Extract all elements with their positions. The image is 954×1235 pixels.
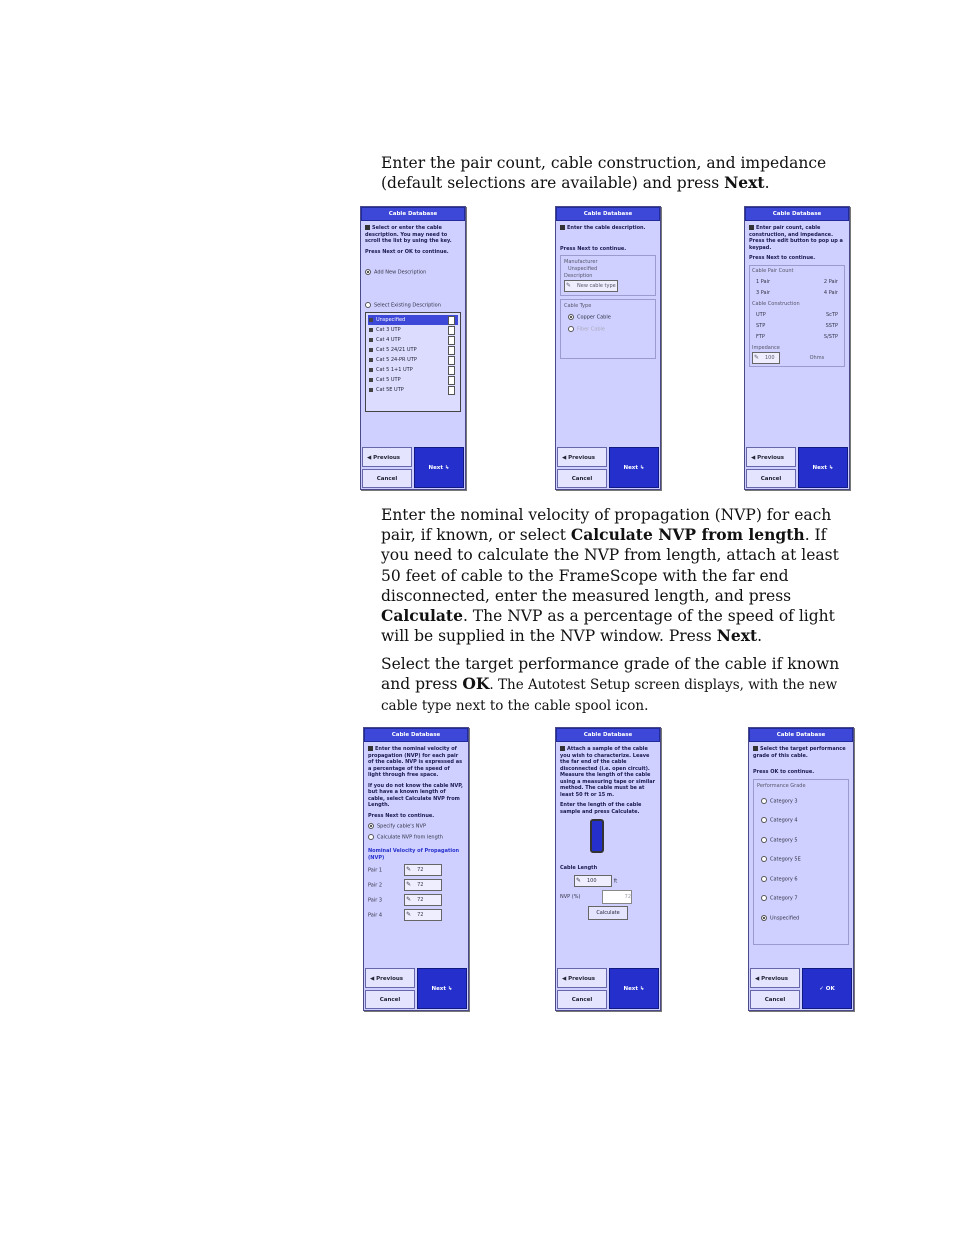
- radio-4-pair[interactable]: 4 Pair: [823, 289, 838, 296]
- impedance-field[interactable]: ✎ 100: [752, 352, 780, 364]
- radio-stp[interactable]: STP: [756, 322, 766, 329]
- instruction-pair-count: Enter the pair count, cable construction, and impedance (default selections are available) and press Next.: [381, 154, 827, 193]
- previous-button[interactable]: ◀ Previous: [557, 968, 607, 988]
- next-button[interactable]: Next ↳: [414, 447, 464, 488]
- radio-s-stp[interactable]: S/STP: [823, 333, 838, 340]
- pair-4-row: Pair 4✎ 72: [368, 909, 464, 921]
- pair-3-row: Pair 3✎ 72: [368, 894, 464, 906]
- document-icon: [448, 326, 455, 335]
- radio-ftp[interactable]: FTP: [756, 333, 765, 340]
- next-button[interactable]: Next ↳: [609, 968, 659, 1009]
- prompt-text: Attach a sample of the cable you wish to characterize. Leave the far end of the cable disconnected (i.e. open circuit). Measure the length of the cable using a measuring tape or similar method. The cable must be at least 50 ft or 15 m.: [560, 746, 656, 798]
- radio-sstp[interactable]: SSTP: [825, 322, 838, 329]
- radio-utp[interactable]: UTP: [756, 311, 766, 318]
- screen-pair-construction: [744, 206, 850, 490]
- radio-select-existing[interactable]: Select Existing Description: [365, 302, 461, 309]
- prompt-text: Enter the nominal velocity of propagation (NVP) for each pair of the cable. NVP is expressed as a percentage of the speed of light through free space.: [368, 746, 463, 778]
- document-icon: [448, 356, 455, 365]
- document-icon: [448, 346, 455, 355]
- info-icon: [560, 746, 565, 751]
- screen-performance-grade: [748, 727, 854, 1011]
- radio-1-pair[interactable]: 1 Pair: [756, 278, 771, 285]
- nvp-field[interactable]: ✎ 72: [404, 864, 442, 876]
- screen-title: Cable Database: [361, 207, 465, 221]
- radio-category-7[interactable]: Category 7: [761, 895, 841, 903]
- screen-title: Cable Database: [364, 728, 468, 742]
- nvp-label: Nominal Velocity of Propagation (NVP): [368, 848, 460, 861]
- radio-add-new[interactable]: Add New Description: [365, 269, 461, 276]
- radio-sctp[interactable]: ScTP: [826, 311, 838, 318]
- cable-length-row: ✎ 100 ft: [560, 875, 656, 887]
- pair-1-row: Pair 1✎ 72: [368, 864, 464, 876]
- cancel-button[interactable]: Cancel: [750, 990, 800, 1009]
- press-text: Press Next to continue.: [368, 812, 435, 819]
- radio-category-4[interactable]: Category 4: [761, 817, 841, 825]
- previous-button[interactable]: ◀ Previous: [746, 447, 796, 467]
- press-text: Press Next or OK to continue.: [365, 248, 449, 255]
- pair-count-group: Cable Pair Count 1 Pair 2 Pair 3 Pair 4 Pair Cable Construction UTP ScTP STP SSTP FTP S/STP Impedance ✎ 100 Ohms: [749, 265, 845, 367]
- cancel-button[interactable]: Cancel: [362, 469, 412, 488]
- press-text: Press Next to continue.: [560, 245, 627, 252]
- info-icon: [365, 225, 370, 230]
- radio-category-3[interactable]: Category 3: [761, 798, 841, 806]
- cable-length-label: Cable Length: [560, 865, 598, 871]
- radio-specify-nvp[interactable]: Specify cable's NVP: [368, 823, 464, 830]
- prompt-text: Select the target performance grade of this cable.: [753, 746, 846, 759]
- radio-calc-nvp[interactable]: Calculate NVP from length: [368, 834, 464, 841]
- previous-button[interactable]: ◀ Previous: [750, 968, 800, 988]
- radio-fiber[interactable]: Fiber Cable: [568, 326, 648, 334]
- next-button[interactable]: Next ↳: [798, 447, 848, 488]
- next-button[interactable]: Next ↳: [609, 447, 659, 488]
- screen-enter-description: [555, 206, 661, 490]
- screen-calc-nvp: [555, 727, 661, 1011]
- radio-2-pair[interactable]: 2 Pair: [823, 278, 838, 285]
- instruction-nvp: Enter the nominal velocity of propagation (NVP) for each pair, if known, or select Calculate NVP from length. If you need to calculate the NVP from length, attach at least 50 feet of cable to the FrameScope with the far end disconnected, enter the measured length, and press Calculate. The NVP as a percentage of the speed of light will be supplied in the NVP window. Press Next.: [381, 506, 839, 646]
- nvp-field[interactable]: ✎ 72: [404, 879, 442, 891]
- info-icon: [560, 225, 565, 230]
- screen-title: Cable Database: [749, 728, 853, 742]
- ok-button[interactable]: ✓ OK: [802, 968, 852, 1009]
- description-field[interactable]: ✎ New cable type: [564, 280, 618, 292]
- cable-length-field[interactable]: ✎ 100: [574, 875, 612, 887]
- radio-copper[interactable]: Copper Cable: [568, 314, 648, 322]
- prompt-text-2: If you do not know the cable NVP, but have a known length of cable, select Calculate NVP from Length.: [368, 782, 463, 808]
- list-item[interactable]: Cat 5 24/21 UTP: [368, 345, 458, 355]
- press-text: Press OK to continue.: [753, 769, 815, 775]
- previous-button[interactable]: ◀ Previous: [557, 447, 607, 467]
- nvp-result: 72: [602, 890, 632, 904]
- screen-cable-description: [360, 206, 466, 490]
- cable-list[interactable]: [365, 312, 461, 412]
- document-icon: [448, 316, 455, 325]
- list-item[interactable]: Cat 5E UTP: [368, 385, 458, 395]
- info-icon: [753, 746, 758, 751]
- calculate-button[interactable]: Calculate: [588, 906, 628, 920]
- nvp-row: NVP (%) 72: [560, 890, 656, 902]
- nvp-field[interactable]: ✎ 72: [404, 909, 442, 921]
- manufacturer-group: Manufacturer Unspecified Description ✎ New cable type: [560, 255, 656, 296]
- nvp-field[interactable]: ✎ 72: [404, 894, 442, 906]
- list-item[interactable]: Cat 5 24-PR UTP: [368, 355, 458, 365]
- previous-button[interactable]: ◀ Previous: [362, 447, 412, 467]
- radio-unspecified[interactable]: Unspecified: [761, 915, 841, 923]
- screen-title: Cable Database: [745, 207, 849, 221]
- document-icon: [448, 366, 455, 375]
- press-text: Press Next to continue.: [749, 255, 816, 261]
- radio-category-5e[interactable]: Category 5E: [761, 856, 841, 864]
- grade-group: Performance Grade Category 3 Category 4 Category 5 Category 5E Category 6 Category 7 Unspecified: [753, 779, 849, 945]
- list-item[interactable]: Cat 5 UTP: [368, 375, 458, 385]
- radio-category-6[interactable]: Category 6: [761, 876, 841, 884]
- radio-3-pair[interactable]: 3 Pair: [756, 289, 771, 296]
- screen-nvp: [363, 727, 469, 1011]
- prompt-text-2: Enter the length of the cable sample and press Calculate.: [560, 802, 642, 815]
- radio-category-5[interactable]: Category 5: [761, 837, 841, 845]
- cancel-button[interactable]: Cancel: [746, 469, 796, 488]
- list-item[interactable]: Cat 5 1+1 UTP: [368, 365, 458, 375]
- prompt-text: Select or enter the cable description. You may need to scroll the list by using the key.: [365, 225, 452, 244]
- list-item[interactable]: Cat 3 UTP: [368, 325, 458, 335]
- cable-spool-icon: [590, 819, 604, 853]
- screen-title: Cable Database: [556, 207, 660, 221]
- document-icon: [448, 376, 455, 385]
- document-icon: [448, 336, 455, 345]
- prompt-text: Enter the cable description.: [556, 221, 660, 232]
- document-icon: [448, 386, 455, 395]
- next-button[interactable]: Next ↳: [417, 968, 467, 1009]
- screen-title: Cable Database: [556, 728, 660, 742]
- list-item[interactable]: Cat 4 UTP: [368, 335, 458, 345]
- list-item[interactable]: Unspecified: [368, 315, 458, 325]
- prompt-text: Enter pair count, cable construction, and impedance. Press the edit button to pop up a keypad.: [749, 225, 843, 251]
- cancel-button[interactable]: Cancel: [557, 990, 607, 1009]
- pair-2-row: Pair 2✎ 72: [368, 879, 464, 891]
- instruction-grade: Select the target performance grade of the cable if known and press OK. The Autotest Setup screen displays, with the new cable type next to the cable spool icon.: [381, 655, 840, 715]
- cancel-button[interactable]: Cancel: [365, 990, 415, 1009]
- previous-button[interactable]: ◀ Previous: [365, 968, 415, 988]
- info-icon: [749, 225, 754, 230]
- cable-type-group: Cable Type Copper Cable Fiber Cable: [560, 299, 656, 359]
- info-icon: [368, 746, 373, 751]
- cancel-button[interactable]: Cancel: [557, 469, 607, 488]
